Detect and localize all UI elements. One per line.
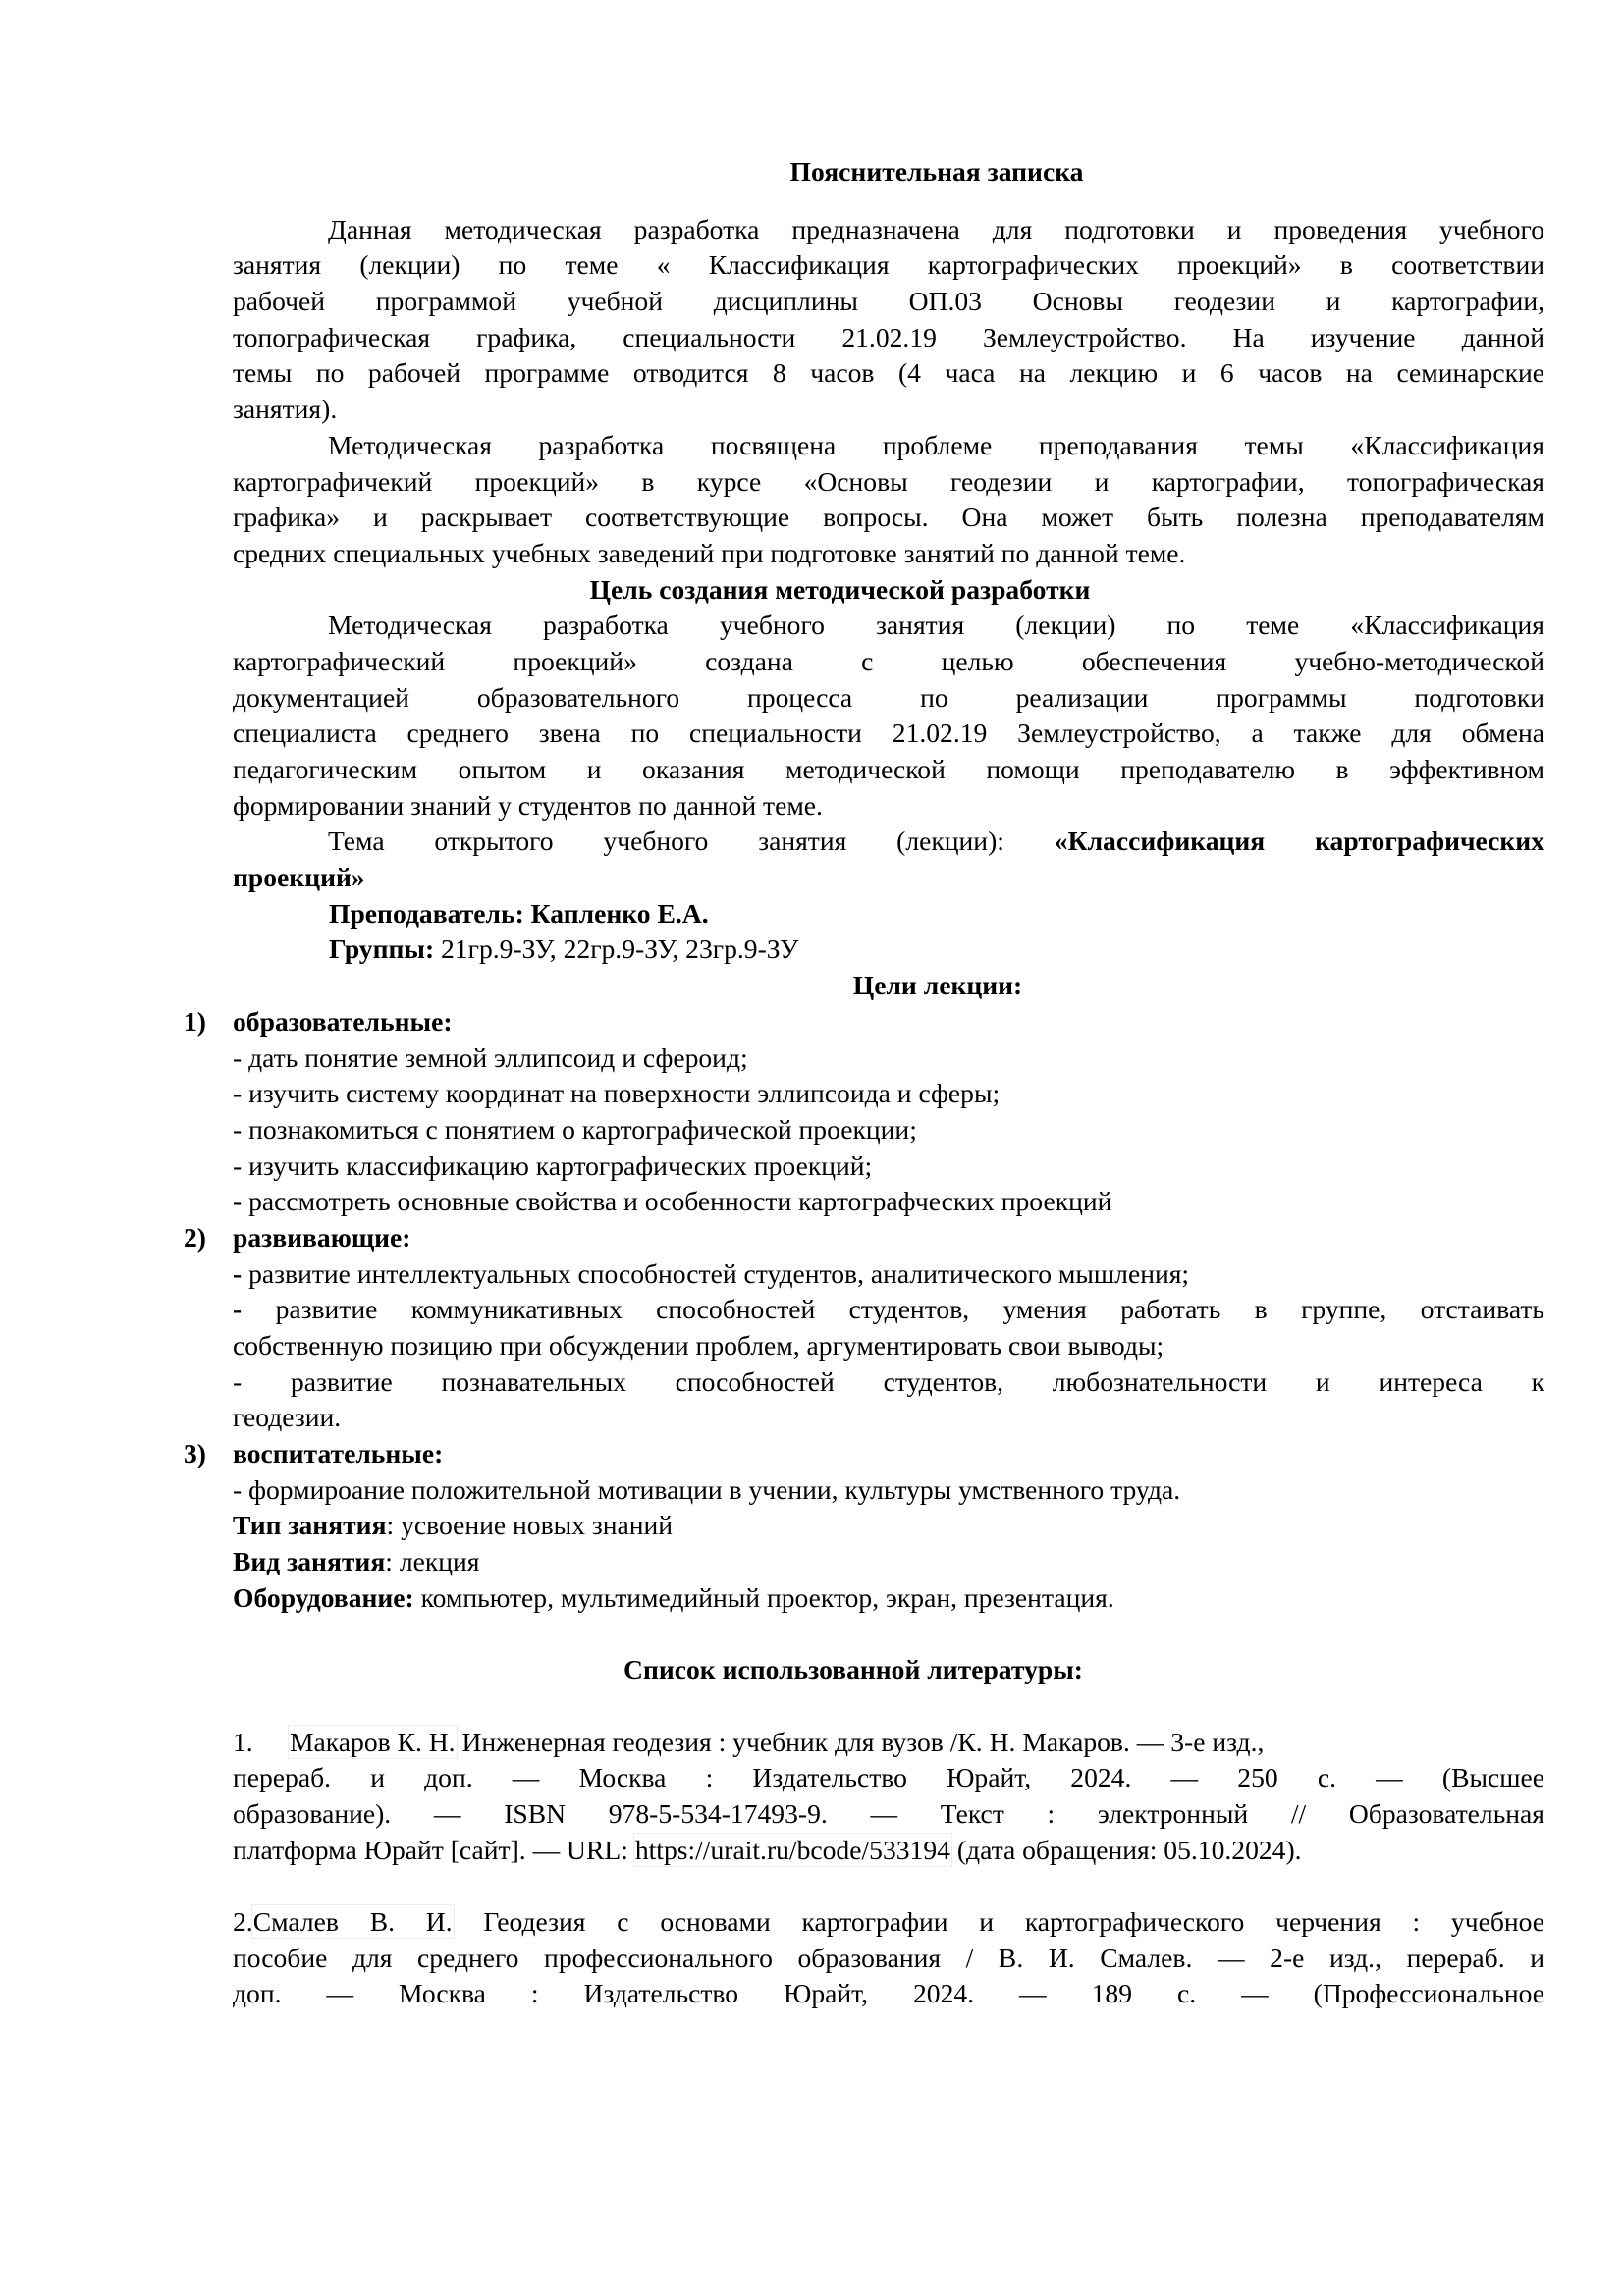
goal-educational-upbringing bbox=[184, 1436, 1544, 1508]
goal-item-continued: геодезии. bbox=[233, 1402, 342, 1433]
purpose-paragraph bbox=[233, 608, 1544, 824]
reference-author: Смалев В. И. bbox=[252, 1906, 453, 1937]
goal-heading bbox=[184, 1004, 1544, 1041]
lesson-type-label: Тип занятия bbox=[233, 1510, 387, 1541]
lesson-type bbox=[233, 1508, 1544, 1544]
equipment-value: компьютер, мультимедийный проектор, экран, презентация. bbox=[413, 1581, 1114, 1613]
purpose-heading: Цель создания методической разработки bbox=[589, 573, 1091, 605]
paragraph-line: средних специальных учебных заведений при подготовке занятий по данной теме. bbox=[233, 537, 1186, 568]
paragraph-line: графика» и раскрывает соответствующие вопросы. Она может быть полезна преподавателям bbox=[233, 502, 1544, 533]
intro-paragraph-1 bbox=[233, 212, 1544, 428]
paragraph-line: картографический проекций» создана с целью обеспечения учебно-методической bbox=[233, 645, 1544, 676]
goal-item: - развитие познавательных способностей студентов, любознательности и интереса к bbox=[233, 1365, 1544, 1397]
goal-item-text: развитие коммуникативных способностей студентов, умения работать в группе, отстаивать bbox=[242, 1294, 1544, 1325]
goal-item bbox=[233, 1256, 1544, 1293]
goal-item: - рассмотреть основные свойства и особенности картографческих проекций bbox=[233, 1186, 1112, 1217]
paragraph-line: картографичекий проекций» в курсе «Основы геодезии и картографии, топографическая bbox=[233, 465, 1544, 497]
reference-text: (дата обращения: 05.10.2024). bbox=[949, 1834, 1302, 1865]
goal-title: развивающие: bbox=[233, 1221, 411, 1253]
goals-heading: Цели лекции: bbox=[852, 970, 1023, 1001]
groups-label: Группы: bbox=[329, 934, 435, 965]
reference-item bbox=[233, 1725, 1544, 1869]
groups-line bbox=[233, 932, 1544, 968]
bullet-dash: - bbox=[233, 1294, 243, 1325]
goal-item bbox=[233, 1292, 1544, 1328]
topic-value: «Классификация картографических bbox=[1054, 826, 1544, 857]
teacher-line: Преподаватель: Капленко Е.А. bbox=[329, 897, 709, 929]
paragraph-line: документацией образовательного процесса по реализации программы подготовки bbox=[233, 681, 1544, 713]
goal-heading bbox=[184, 1220, 1544, 1256]
reference-line bbox=[233, 1833, 1544, 1869]
lesson-type-value: : усвоение новых знаний bbox=[386, 1510, 674, 1541]
goal-item: - дать понятие земной эллипсоид и сфероид; bbox=[233, 1041, 748, 1073]
reference-line: образование). — ISBN 978-5-534-17493-9. — Текст : электронный // Образовательная bbox=[233, 1797, 1544, 1829]
paragraph-line: рабочей программой учебной дисциплины ОП.03 Основы геодезии и картографии, bbox=[233, 286, 1544, 317]
reference-text: Геодезия с основами картографии и картографического черчения : учебное bbox=[452, 1906, 1544, 1937]
lesson-topic bbox=[233, 824, 1544, 895]
paragraph-line: педагогическим опытом и оказания методической помощи преподавателю в эффективном bbox=[233, 754, 1544, 784]
paragraph-line: Методическая разработка учебного занятия (лекции) по теме «Классификация bbox=[328, 610, 1544, 641]
lesson-kind-value: : лекция bbox=[385, 1546, 480, 1577]
reference-number: 2. bbox=[233, 1906, 253, 1937]
topic-value-continued: проекций» bbox=[233, 862, 365, 893]
reference-line bbox=[233, 1725, 1544, 1761]
references-heading: Список использованной литературы: bbox=[623, 1654, 1083, 1685]
goal-item: - изучить классификацию картографических проекций; bbox=[233, 1149, 873, 1181]
reference-line: доп. — Москва : Издательство Юрайт, 2024. — 189 с. — (Профессиональное bbox=[233, 1978, 1544, 2009]
reference-url-link[interactable]: https://urait.ru/bcode/533194 bbox=[634, 1834, 950, 1865]
goal-developmental bbox=[184, 1220, 1544, 1436]
reference-item bbox=[233, 1904, 1544, 2012]
goals-list bbox=[184, 1004, 1544, 1509]
goal-number: 1) bbox=[184, 1005, 206, 1037]
goal-educational bbox=[184, 1004, 1544, 1220]
paragraph-line: формировании знаний у студентов по данной теме. bbox=[233, 789, 823, 821]
goal-title: образовательные: bbox=[233, 1005, 453, 1037]
intro-paragraph-2 bbox=[233, 428, 1544, 572]
paragraph-line: специалиста среднего звена по специальности 21.02.19 Землеустройство, а также для обмена bbox=[233, 718, 1544, 749]
goal-number: 3) bbox=[184, 1438, 206, 1469]
paragraph-line: темы по рабочей программе отводится 8 часов (4 часа на лекцию и 6 часов на семинарские bbox=[233, 357, 1544, 389]
equipment bbox=[233, 1580, 1544, 1617]
reference-text: Инженерная геодезия : учебник для вузов /К. Н. Макаров. — 3-е изд., bbox=[455, 1726, 1265, 1757]
paragraph-line: Данная методическая разработка предназначена для подготовки и проведения учебного bbox=[328, 213, 1544, 244]
paragraph-line: занятия (лекции) по теме « Классификация картографических проекций» в соответствии bbox=[233, 249, 1544, 281]
page-title: Пояснительная записка bbox=[789, 156, 1084, 187]
goal-number: 2) bbox=[184, 1221, 206, 1253]
reference-author: Макаров К. Н. bbox=[290, 1726, 456, 1757]
reference-line: перераб. и доп. — Москва : Издательство Юрайт, 2024. — 250 с. — (Высшее bbox=[233, 1762, 1544, 1793]
paragraph-line: занятия). bbox=[233, 394, 338, 425]
reference-line bbox=[233, 1904, 1544, 1941]
reference-number: 1. bbox=[233, 1726, 253, 1757]
equipment-label: Оборудование: bbox=[233, 1581, 414, 1613]
lesson-kind-label: Вид занятия bbox=[233, 1546, 386, 1577]
topic-label: Тема открытого учебного занятия (лекции): bbox=[328, 826, 1055, 857]
goal-title: воспитательные: bbox=[233, 1438, 444, 1469]
goal-item: - формироание положительной мотивации в учении, культуры умственного труда. bbox=[233, 1473, 1181, 1505]
paragraph-line: Методическая разработка посвящена проблеме преподавания темы «Классификация bbox=[328, 429, 1544, 460]
goal-item: - познакомиться с понятием о картографической проекции; bbox=[233, 1113, 917, 1145]
goal-item-continued: собственную позицию при обсуждении проблем, аргументировать свои выводы; bbox=[233, 1330, 1164, 1361]
document-body bbox=[184, 154, 1544, 2012]
paragraph-line: топографическая графика, специальности 21.02.19 Землеустройство. На изучение данной bbox=[233, 321, 1544, 352]
goal-item-text: развитие интеллектуальных способностей студентов, аналитического мышления; bbox=[242, 1257, 1190, 1289]
lesson-kind bbox=[233, 1544, 1544, 1580]
reference-text: платформа Юрайт [сайт]. — URL: bbox=[233, 1834, 635, 1865]
goal-heading bbox=[184, 1436, 1544, 1472]
reference-line: пособие для среднего профессионального образования / В. И. Смалев. — 2-е изд., перераб. и bbox=[233, 1942, 1544, 1973]
groups-value: 21гр.9-ЗУ, 22гр.9-ЗУ, 23гр.9-ЗУ bbox=[434, 934, 799, 965]
goal-item: - изучить систему координат на поверхности эллипсоида и сферы; bbox=[233, 1078, 1001, 1109]
topic-line bbox=[233, 824, 1544, 860]
bullet-dash: - bbox=[233, 1257, 243, 1289]
